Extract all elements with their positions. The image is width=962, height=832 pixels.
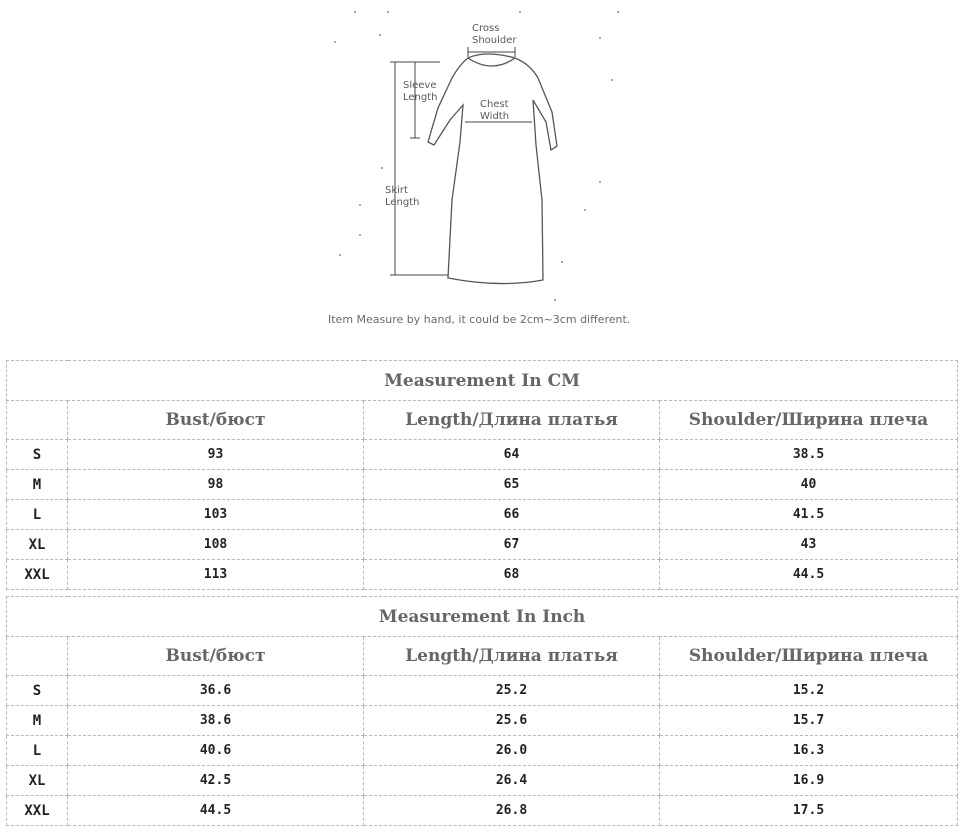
table-row	[7, 500, 958, 530]
length-cell: 68	[364, 560, 660, 590]
shoulder-cell: 40	[660, 470, 958, 500]
bust-cell: 98	[68, 470, 364, 500]
table-header-row	[7, 401, 958, 440]
column-header-bust: Bust/бюст	[68, 637, 364, 676]
shoulder-cell: 43	[660, 530, 958, 560]
column-header-length: Length/Длина платья	[364, 401, 660, 440]
table-title-row	[7, 361, 958, 401]
length-cell: 26.0	[364, 736, 660, 766]
table-row	[7, 530, 958, 560]
shoulder-cell: 15.2	[660, 676, 958, 706]
size-table-cm	[6, 360, 958, 590]
measurement-diagram	[300, 0, 660, 345]
size-cell: S	[7, 676, 68, 706]
table-header-row	[7, 637, 958, 676]
sleeve-length-label: Sleeve Length	[403, 80, 438, 103]
measurement-note: Item Measure by hand, it could be 2cm~3cm different.	[328, 313, 631, 326]
bust-cell: 44.5	[68, 796, 364, 826]
column-header-bust: Bust/бюст	[68, 401, 364, 440]
shoulder-cell: 16.9	[660, 766, 958, 796]
size-cell: L	[7, 500, 68, 530]
length-cell: 26.4	[364, 766, 660, 796]
column-header-size	[7, 637, 68, 676]
table-row	[7, 796, 958, 826]
column-header-size	[7, 401, 68, 440]
table-title: Measurement In Inch	[7, 597, 958, 637]
length-cell: 26.8	[364, 796, 660, 826]
bust-cell: 40.6	[68, 736, 364, 766]
shoulder-cell: 38.5	[660, 440, 958, 470]
bust-cell: 103	[68, 500, 364, 530]
column-header-shoulder: Shoulder/Ширина плеча	[660, 637, 958, 676]
bust-cell: 38.6	[68, 706, 364, 736]
length-cell: 65	[364, 470, 660, 500]
size-cell: L	[7, 736, 68, 766]
bust-cell: 42.5	[68, 766, 364, 796]
table-row	[7, 440, 958, 470]
table-title: Measurement In CM	[7, 361, 958, 401]
size-table-inch	[6, 596, 958, 826]
table-row	[7, 676, 958, 706]
cross-shoulder-label: Cross Shoulder	[472, 23, 517, 46]
shoulder-cell: 15.7	[660, 706, 958, 736]
length-cell: 66	[364, 500, 660, 530]
length-cell: 67	[364, 530, 660, 560]
dress-outline-illustration	[300, 0, 660, 345]
bust-cell: 36.6	[68, 676, 364, 706]
table-row	[7, 470, 958, 500]
table-row	[7, 706, 958, 736]
table-row	[7, 766, 958, 796]
size-cell: XL	[7, 766, 68, 796]
bust-cell: 93	[68, 440, 364, 470]
table-row	[7, 736, 958, 766]
size-cell: XXL	[7, 560, 68, 590]
size-cell: XL	[7, 530, 68, 560]
shoulder-cell: 16.3	[660, 736, 958, 766]
size-cell: S	[7, 440, 68, 470]
size-cell: M	[7, 706, 68, 736]
table-row	[7, 560, 958, 590]
length-cell: 64	[364, 440, 660, 470]
column-header-shoulder: Shoulder/Ширина плеча	[660, 401, 958, 440]
column-header-length: Length/Длина платья	[364, 637, 660, 676]
table-title-row	[7, 597, 958, 637]
shoulder-cell: 41.5	[660, 500, 958, 530]
shoulder-cell: 44.5	[660, 560, 958, 590]
length-cell: 25.6	[364, 706, 660, 736]
bust-cell: 108	[68, 530, 364, 560]
size-cell: XXL	[7, 796, 68, 826]
size-cell: M	[7, 470, 68, 500]
skirt-length-label: Skirt Length	[385, 185, 420, 208]
bust-cell: 113	[68, 560, 364, 590]
shoulder-cell: 17.5	[660, 796, 958, 826]
length-cell: 25.2	[364, 676, 660, 706]
chest-width-label: Chest Width	[480, 99, 510, 122]
